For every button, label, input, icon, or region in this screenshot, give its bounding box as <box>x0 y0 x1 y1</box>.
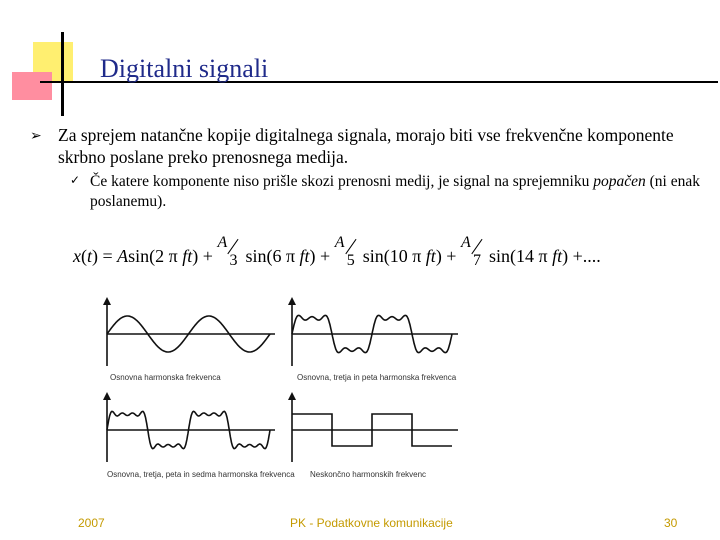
caption-harmonics-1-3-5-7: Osnovna, tretja, peta in sedma harmonska frekvenca <box>107 470 295 479</box>
slide-title: Digitalni signali <box>100 54 269 83</box>
axis-panel1 <box>107 303 275 366</box>
bullet2-part2: (ni enak poslanemu). <box>90 173 700 210</box>
bullet2-part1: Če katere komponente niso prišle skozi prenosni medij, je signal na sprejemniku <box>90 173 594 190</box>
formula-term4: sin(14 <box>488 246 534 266</box>
axis-panel4 <box>292 398 458 462</box>
arrowheads <box>103 297 296 400</box>
bullet2-italic: popačen <box>593 173 646 190</box>
formula-term1: sin(2 <box>128 246 165 266</box>
caption-infinite-harmonics: Neskončno harmonskih frekvenc <box>310 470 427 479</box>
bullet-text-1: Za sprejem natančne kopije digitalnega signala, morajo biti vse frekvenčne komponente skrbno poslane preko prenosnega medija. <box>58 125 674 167</box>
formula-term2: sin(6 <box>245 246 282 266</box>
caption-fundamental: Osnovna harmonska frekvenca <box>110 373 221 382</box>
arrow-bullet-icon: ➢ <box>30 129 42 144</box>
fraction-a7: A 7 <box>460 234 481 269</box>
checkmark-bullet-icon: ✓ <box>70 173 81 187</box>
axes-group <box>107 303 458 462</box>
fourier-formula: x(t) = Asin(2 π ft) + A 3 sin(6 π ft) + A 5 sin(10 π ft) + A 7 sin(14 π ft) +.... <box>73 238 601 272</box>
formula-term3: sin(10 <box>362 246 408 266</box>
fraction-a5: A 5 <box>334 234 355 269</box>
footer-year: 2007 <box>78 516 105 530</box>
footer-course: PK - Podatkovne komunikacije <box>290 516 453 530</box>
fraction-a3: A 3 <box>217 234 238 269</box>
axis-panel3 <box>107 398 275 462</box>
footer-page-number: 30 <box>664 516 678 530</box>
axis-panel2 <box>292 303 458 366</box>
caption-harmonics-1-3-5: Osnovna, tretja in peta harmonska frekvenca <box>297 373 457 382</box>
formula-tail: +.... <box>572 246 601 266</box>
